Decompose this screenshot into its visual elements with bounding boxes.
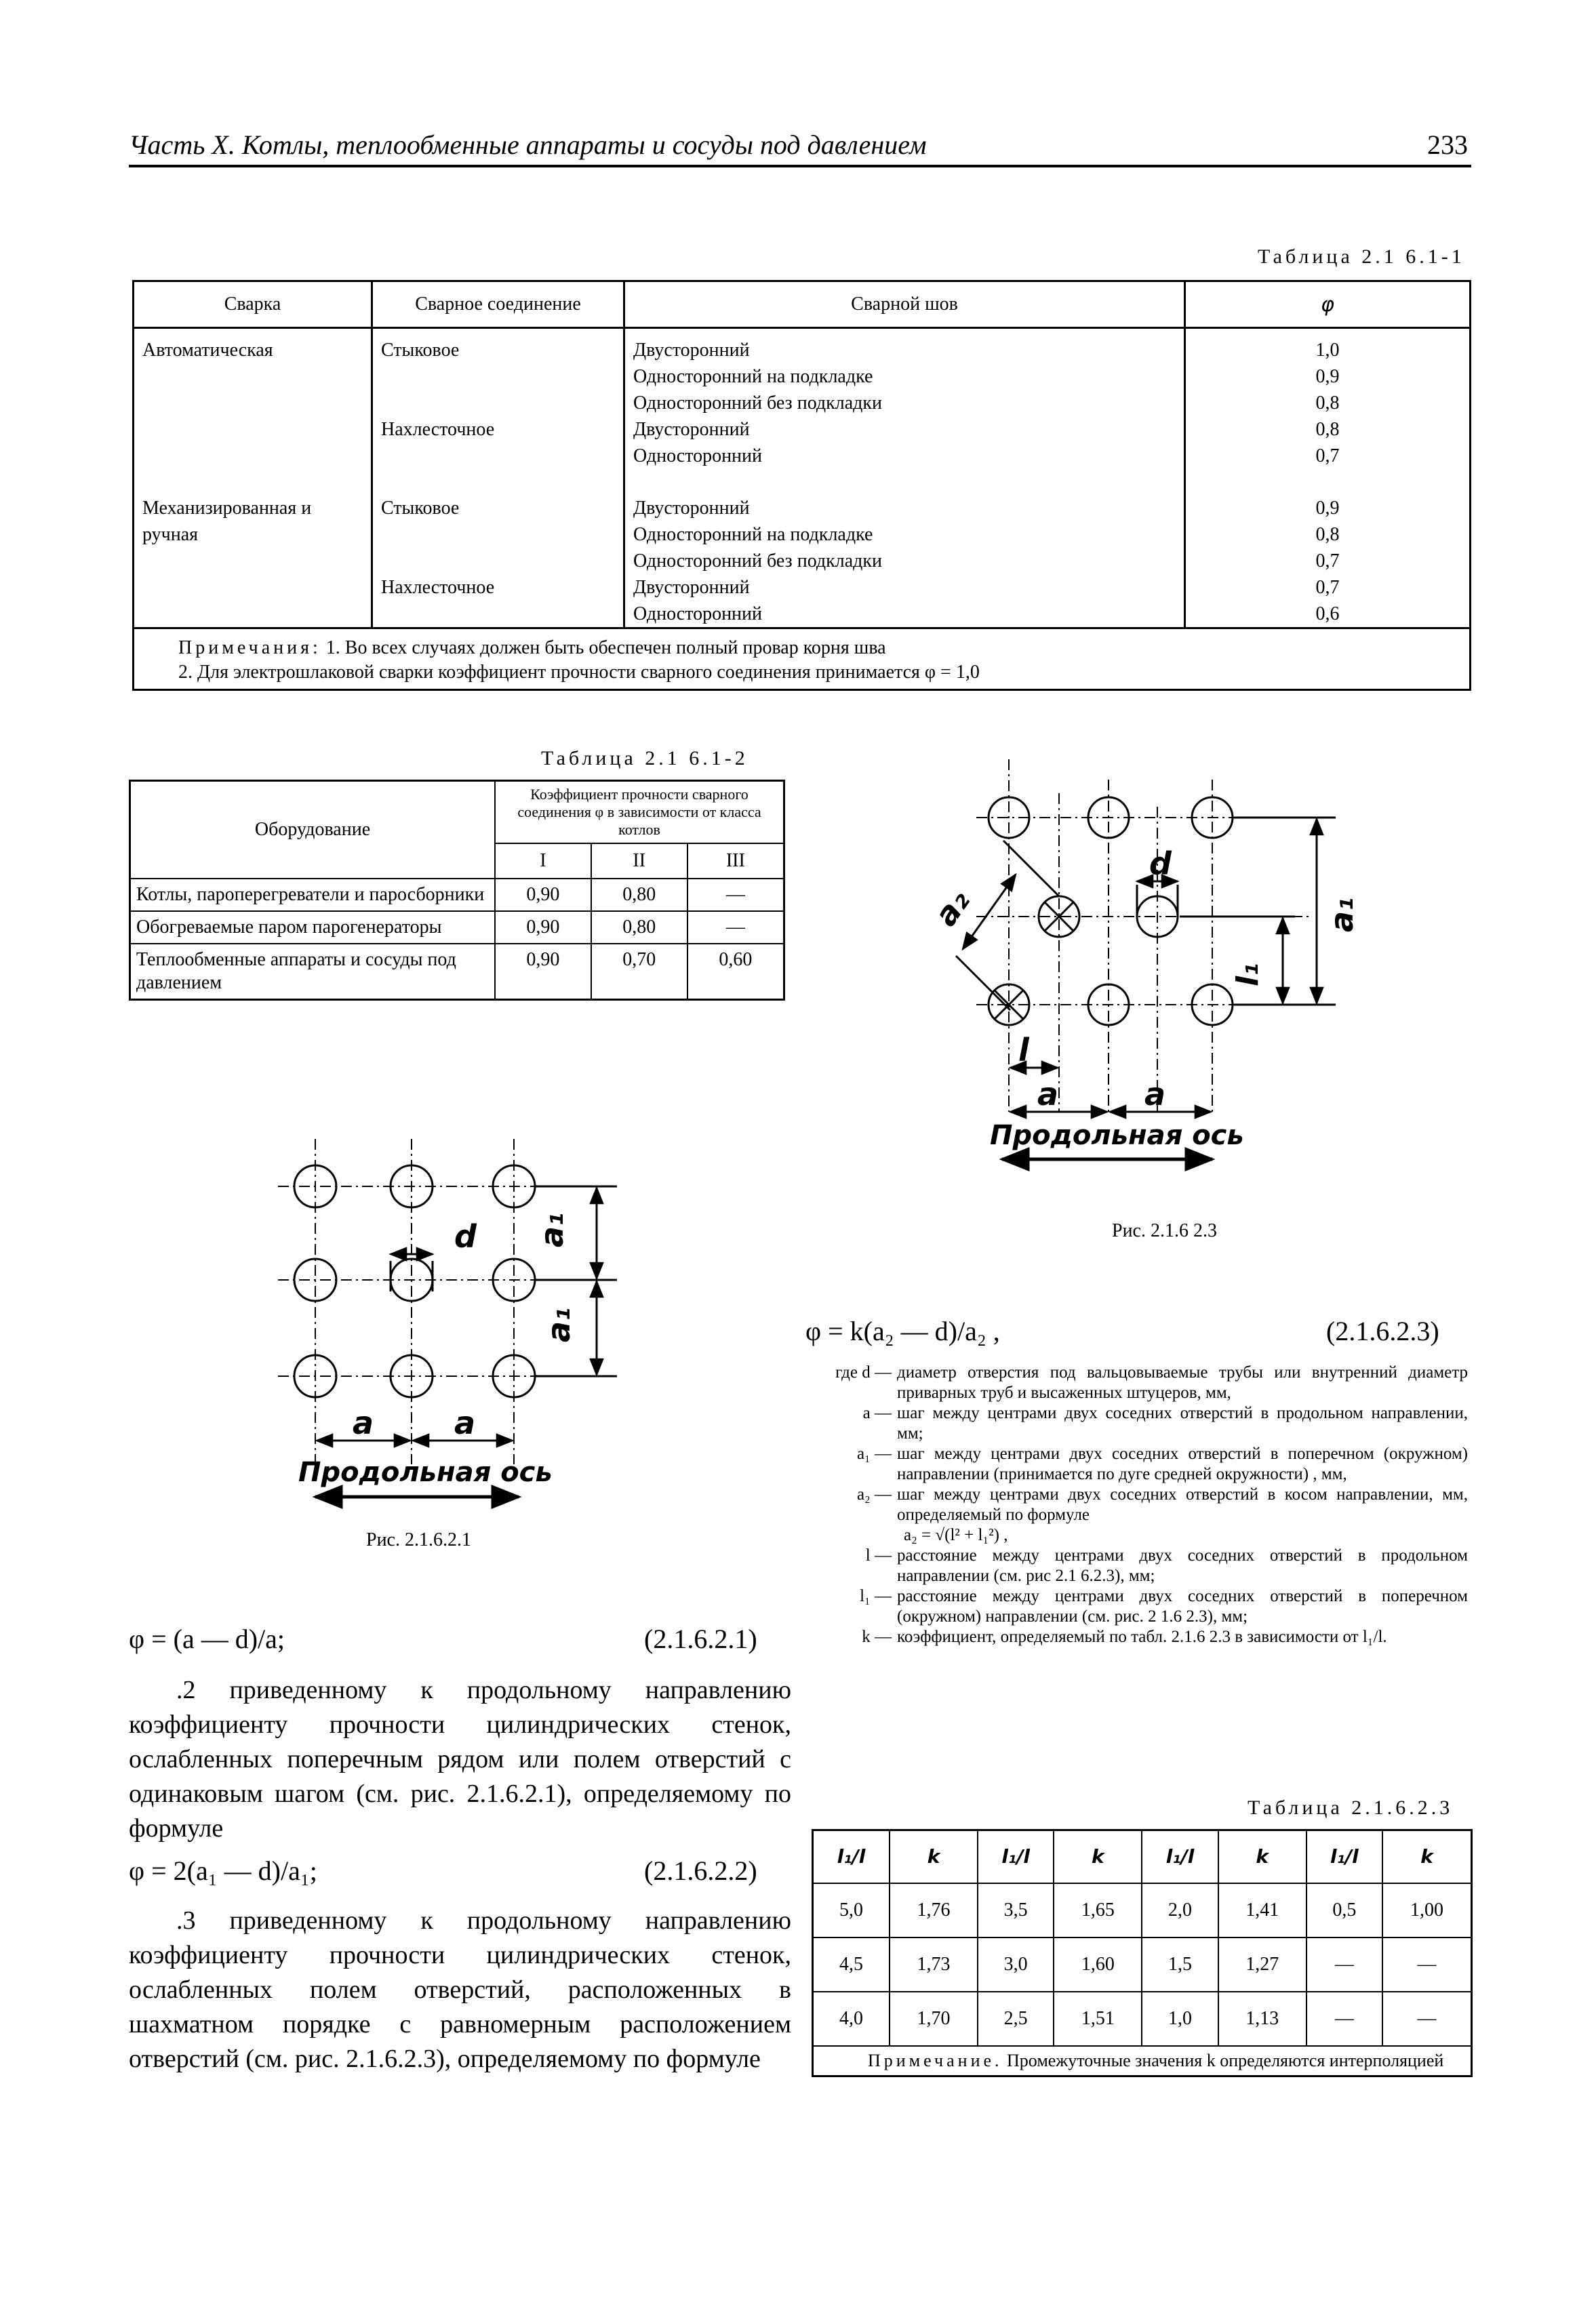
formula-3: φ = k(a₂ — d)/a₂ , xyxy=(805,1316,1000,1346)
table3-header: l₁/l xyxy=(1142,1830,1218,1883)
fig2-label-a2: a₂ xyxy=(927,883,978,933)
table2 xyxy=(129,780,785,1001)
seam-type: Односторонний без подкладки xyxy=(633,393,882,414)
page-number: 233 xyxy=(1427,129,1468,160)
table1-note xyxy=(134,628,1471,690)
fig2-label-a1: a₁ xyxy=(1323,897,1360,932)
equipment-name: Котлы, пароперегреватели и паросборники xyxy=(130,879,496,911)
table3-header: k xyxy=(1054,1830,1142,1883)
equipment-name: Теплообменные аппараты и сосуды под давлением xyxy=(130,944,496,1000)
fig2-caption: Рис. 2.1.6 2.3 xyxy=(1112,1220,1217,1241)
fig1-label-d: d xyxy=(454,1218,477,1255)
formula-1-number: (2.1.6.2.1) xyxy=(644,1624,757,1654)
coef-value: — xyxy=(687,879,784,911)
table3-caption: Таблица 2.1.6.2.3 xyxy=(1248,1796,1454,1819)
seam-type: Односторонний на подкладке xyxy=(633,366,873,387)
table3-note xyxy=(813,2046,1472,2076)
phi-value: 0,7 xyxy=(1315,550,1340,571)
seam-type: Односторонний на подкладке xyxy=(633,524,873,545)
coef-value: 0,90 xyxy=(495,944,591,1000)
legend-item: где d — диаметр отверстия под вальцовываемые трубы или внутренний диаметр приварных труб и высаженных штуцеров, мм, xyxy=(835,1363,1468,1402)
phi-value: 0,7 xyxy=(1315,445,1340,466)
table1-note-1: 1. Во всех случаях должен быть обеспечен полный провар корня шва xyxy=(321,637,886,658)
table3-header: l₁/l xyxy=(1306,1830,1382,1883)
fig2-axis-label: Продольная ось xyxy=(990,1120,1244,1151)
table3-note-text: Промежуточные значения k определяются интерполяцией xyxy=(1002,2050,1444,2070)
table3-note-label: Примечание. xyxy=(868,2050,1003,2070)
phi-value: 0,8 xyxy=(1315,524,1340,545)
coef-value: 0,90 xyxy=(495,911,591,944)
paragraph-3: .3 приведенному к продольному направлению коэффициенту прочности цилиндрических стенок, ослабленных полем отверстий, расположенных в шахматном порядке с равномерным расположением отверстий (см. рис. 2.1.6.2.3), определяемому по формуле xyxy=(129,1906,791,2073)
fig2-label-d: d xyxy=(1149,845,1172,882)
figure-2-1-6-2-1 xyxy=(258,1125,637,1519)
fig1-label-a: a xyxy=(353,1405,374,1441)
table3-header: k xyxy=(890,1830,978,1883)
coef-value: — xyxy=(687,911,784,944)
table3-row: 5,0 1,76 3,5 1,65 2,0 1,41 0,5 1,00 xyxy=(813,1883,1472,1937)
phi-value: 0,9 xyxy=(1315,366,1340,387)
table1-caption: Таблица 2.1 6.1-1 xyxy=(1258,245,1465,268)
figure-2-1-6-2-3 xyxy=(902,752,1390,1173)
equipment-name: Обогреваемые паром парогенераторы xyxy=(130,911,496,944)
table3-header: k xyxy=(1218,1830,1306,1883)
table1-group-row xyxy=(134,328,1471,470)
table2-header-equipment: Оборудование xyxy=(130,781,496,879)
seam-type: Двусторонний xyxy=(633,419,750,440)
welding-type: Механизированная и ручная xyxy=(142,498,312,545)
phi-value: 0,9 xyxy=(1315,498,1340,519)
fig1-label-a1: a₁ xyxy=(534,1212,570,1247)
legend-item: a — шаг между центрами двух соседних отверстий в продольном направлении, мм; xyxy=(862,1404,1468,1443)
seam-type: Двусторонний xyxy=(633,577,750,598)
phi-value: 1,0 xyxy=(1315,340,1340,361)
legend-item: k — коэффициент, определяемый по табл. 2.1.6 2.3 в зависимости от l₁/l. xyxy=(862,1628,1387,1646)
coef-value: 0,80 xyxy=(591,911,687,944)
table1-header: Сварка xyxy=(134,281,372,328)
phi-value: 0,7 xyxy=(1315,577,1340,598)
table2-row xyxy=(130,911,784,944)
seam-type: Двусторонний xyxy=(633,340,750,361)
formula-1: φ = (a — d)/a; xyxy=(129,1624,285,1654)
table1-header: Сварной шов xyxy=(624,281,1185,328)
phi-value: 0,6 xyxy=(1315,603,1340,624)
table3 xyxy=(812,1829,1473,2077)
table1-note-label: Примечания: xyxy=(178,637,321,658)
joint-type: Нахлесточное xyxy=(381,419,495,440)
formula-2-number: (2.1.6.2.2) xyxy=(644,1855,757,1886)
table1-group-row xyxy=(134,469,1471,628)
legend-item: l₁ — расстояние между центрами двух соседних отверстий в поперечном (окружном) направлении (см. рис. 2 1.6 2.3), мм; xyxy=(860,1587,1468,1626)
legend-item: a₂ — шаг между центрами двух соседних отверстий в косом направлении, мм, определяемый по формуле xyxy=(856,1485,1468,1524)
joint-type: Нахлесточное xyxy=(381,577,495,598)
legend xyxy=(790,1363,1468,1647)
table2-row xyxy=(130,944,784,1000)
class-header: III xyxy=(687,843,784,879)
fig1-axis-label: Продольная ось xyxy=(298,1457,553,1488)
table3-header: l₁/l xyxy=(813,1830,890,1883)
legend-item: a₂ = √(l² + l₁²) , xyxy=(904,1526,1008,1544)
fig1-label-a-2: a xyxy=(454,1405,476,1441)
table3-row: 4,0 1,70 2,5 1,51 1,0 1,13 — — xyxy=(813,1992,1472,2046)
fig2-label-a: a xyxy=(1037,1076,1059,1112)
table1-header: φ xyxy=(1185,281,1471,328)
coef-value: 0,90 xyxy=(495,879,591,911)
table2-header-coef: Коэффициент прочности сварного соединения φ в зависимости от класса котлов xyxy=(495,781,784,844)
table2-caption: Таблица 2.1 6.1-2 xyxy=(541,747,749,769)
phi-value: 0,8 xyxy=(1315,419,1340,440)
table1-note-2: 2. Для электрошлаковой сварки коэффициент прочности сварного соединения принимается φ = 1,0 xyxy=(178,662,980,683)
fig1-label-a1-2: a₁ xyxy=(540,1307,577,1342)
seam-type: Односторонний без подкладки xyxy=(633,550,882,571)
fig2-label-l1: l₁ xyxy=(1231,963,1265,986)
table3-header: l₁/l xyxy=(978,1830,1054,1883)
fig2-label-l: l xyxy=(1018,1032,1029,1068)
table3-header: k xyxy=(1382,1830,1472,1883)
welding-type: Автоматическая xyxy=(142,340,273,361)
coef-value: 0,80 xyxy=(591,879,687,911)
class-header: II xyxy=(591,843,687,879)
table2-row xyxy=(130,879,784,911)
seam-type: Односторонний xyxy=(633,603,763,624)
seam-type: Односторонний xyxy=(633,445,763,466)
joint-type: Стыковое xyxy=(381,340,460,361)
formula-2: φ = 2(a₁ — d)/a₁; xyxy=(129,1855,317,1886)
seam-type: Двусторонний xyxy=(633,498,750,519)
joint-type: Стыковое xyxy=(381,498,460,519)
coef-value: 0,70 xyxy=(591,944,687,1000)
table1 xyxy=(132,280,1471,691)
class-header: I xyxy=(495,843,591,879)
legend-item: a₁ — шаг между центрами двух соседних отверстий в поперечном (окружном) направлении (принимается по дуге средней окружности) , мм, xyxy=(856,1445,1468,1483)
table3-row: 4,5 1,73 3,0 1,60 1,5 1,27 — — xyxy=(813,1937,1472,1992)
running-header-title: Часть X. Котлы, теплообменные аппараты и сосуды под давлением xyxy=(129,129,927,160)
legend-item: l — расстояние между центрами двух соседних отверстий в продольном направлении (см. рис 2.1 6.2.3), мм; xyxy=(865,1546,1468,1585)
paragraph-2: .2 приведенному к продольному направлению коэффициенту прочности цилиндрических стенок, ослабленных поперечным рядом или полем отверстий с одинаковым шагом (см. рис. 2.1.6.2.1), определяемому по формуле xyxy=(129,1676,791,1843)
formula-3-number: (2.1.6.2.3) xyxy=(1326,1316,1439,1346)
header-rule xyxy=(129,165,1471,167)
phi-value: 0,8 xyxy=(1315,393,1340,414)
coef-value: 0,60 xyxy=(687,944,784,1000)
fig2-label-a-2: a xyxy=(1144,1076,1166,1112)
table1-header: Сварное соединение xyxy=(372,281,624,328)
fig1-caption: Рис. 2.1.6.2.1 xyxy=(366,1529,471,1550)
